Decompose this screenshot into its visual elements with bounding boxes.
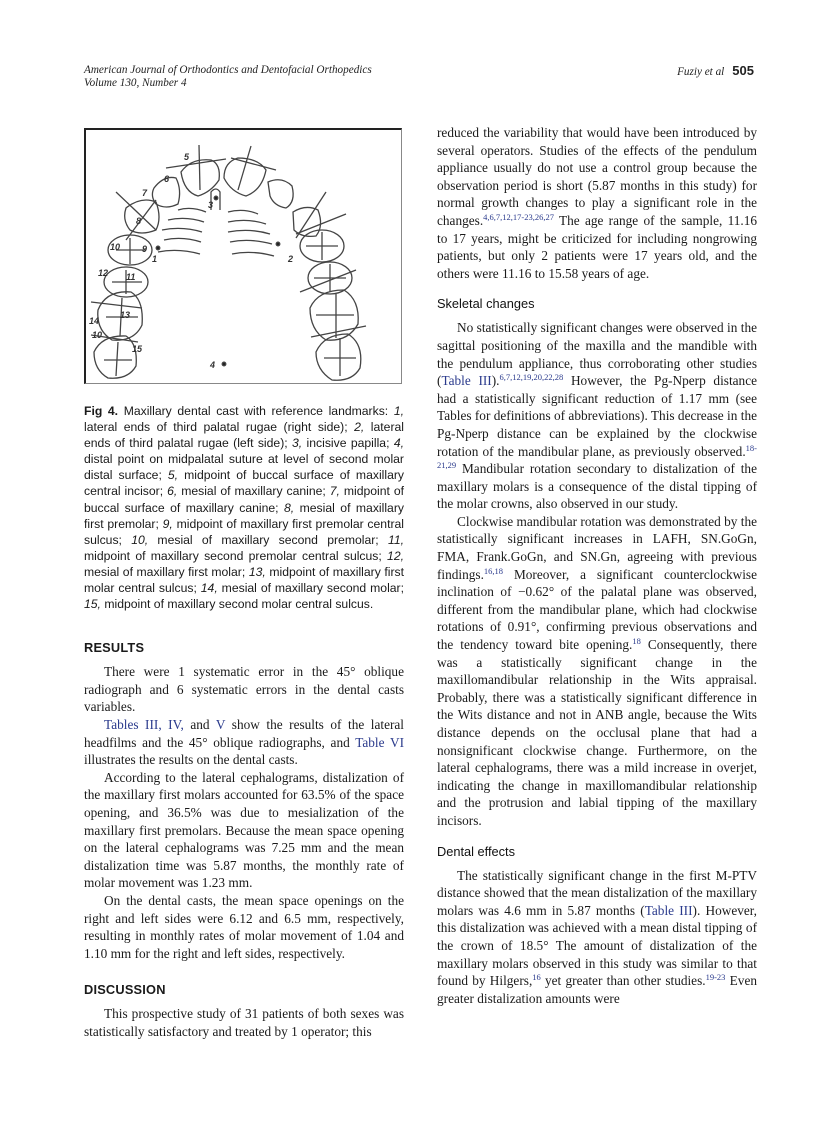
caption-intro: Maxillary dental cast with reference landmarks: bbox=[123, 404, 389, 418]
citation-ref[interactable]: 19-23 bbox=[705, 972, 726, 983]
svg-text:8: 8 bbox=[136, 216, 142, 226]
svg-text:6: 6 bbox=[164, 174, 170, 184]
svg-text:2: 2 bbox=[288, 254, 294, 264]
link-table-iii[interactable]: Table III bbox=[644, 902, 693, 918]
discussion-paragraph-1: This prospective study of 31 patients of both sexes was statistically satisfactory and treated by 1 operator; this bbox=[84, 1006, 404, 1039]
svg-text:10: 10 bbox=[92, 330, 103, 340]
page-number: 505 bbox=[732, 63, 754, 78]
results-heading: RESULTS bbox=[84, 640, 145, 656]
results-paragraph-4: On the dental casts, the mean space openings on the right and left sides were 6.12 and 6.5 mm, respectively, resulting in monthly rates of molar movement of 1.04 and 1.10 mm for the right and left sides, respectively. bbox=[84, 892, 404, 961]
right-column bbox=[437, 124, 757, 1007]
citation-ref[interactable]: 18 bbox=[632, 636, 641, 647]
link-tables-iii-iv[interactable]: Tables III, IV, bbox=[104, 717, 184, 732]
dental-effects-heading: Dental effects bbox=[437, 843, 516, 859]
left-column bbox=[84, 124, 404, 1041]
svg-text:12: 12 bbox=[98, 268, 109, 278]
citation-ref[interactable]: 4,6,7,12,17-23,26,27 bbox=[483, 211, 554, 222]
link-table-iii[interactable]: Table III bbox=[441, 373, 492, 389]
svg-text:1: 1 bbox=[152, 254, 158, 264]
svg-text:15: 15 bbox=[132, 344, 143, 354]
running-header bbox=[84, 64, 754, 90]
link-table-vi[interactable]: Table VI bbox=[355, 734, 404, 750]
svg-text:11: 11 bbox=[126, 272, 136, 282]
citation-ref[interactable]: 16,18 bbox=[483, 565, 504, 576]
skeletal-paragraph-2: Clockwise mandibular rotation was demonstrated by the statistically significant increases in LAFH, SN.GoGn, FMA, Frank.GoGn, and SN.Gn, agreeing with previous findings.$^{16,18}$ Moreover, a significant counterclockwise inclination of −0.62° of the palatal plane was observed, different from the mandibular plane, which had clockwise rotations of 0.91°, confirming previous observations and the tendency toward bite opening.$^{18}$ Consequently, there was a statistically significant change in the maxillomandibular relationship in the Wits appraisal. Probably, there was a statistically significant difference in the Wits distance and not in ANB angle, because the Wits distance depends on the occlusal plane that had a nonsignificant clockwise change. Furthermore, on the lateral cephalograms, there was a mild increase in overjet, indicating the change in maxillomandibular relationship and the protrusion and labial tipping of the maxillary incisors. bbox=[437, 513, 757, 828]
svg-text:9: 9 bbox=[142, 244, 148, 254]
citation-ref[interactable]: 6,7,12,19,20,22,28 bbox=[499, 372, 564, 383]
svg-text:3: 3 bbox=[208, 200, 214, 210]
discussion-heading: DISCUSSION bbox=[84, 982, 166, 998]
citation-ref[interactable]: 18-21,29 bbox=[437, 442, 757, 471]
discussion-paragraph-1-continued: reduced the variability that would have been introduced by several operators. Studies of the effects of the pendulum appliance usually do not use a control group because the observation period is short (5.87 months in this study) for normal growth changes to play a significant role in the changes.$^{4,6,7,12,17-23,26,27}$ The age range of the sample, 11.16 to 17 years, might be criticized for including nongrowing patients, but only 2 patients were 17 years old, and the others were 11.16 to 15.58 years of age. bbox=[437, 125, 757, 281]
figure-caption: Fig 4. Maxillary dental cast with reference landmarks: 1, lateral ends of third palatal rugae (right side); 2, lateral ends of third palatal rugae (left side); 3, incisive papilla; 4, distal point on midpalatal suture at level of second molar distal surface; 5, midpoint of buccal surface of maxillary central incisor; 6, mesial of maxillary canine; 7, midpoint of buccal surface of maxillary canine; 8, mesial of maxillary first premolar; 9, midpoint of maxillary first premolar central sulcus; 10, mesial of maxillary second premolar; 11, midpoint of maxillary second premolar central sulcus; 12, mesial of maxillary first molar; 13, midpoint of maxillary first molar central sulcus; 14, mesial of maxillary second molar; 15, midpoint of maxillary second molar central sulcus. bbox=[84, 404, 405, 612]
link-table-v[interactable]: V bbox=[215, 717, 226, 732]
figure-label: Fig 4. bbox=[84, 404, 119, 418]
results-paragraph-3: According to the lateral cephalograms, distalization of the maxillary first molars accounted for 63.5% of the space opening, and 36.5% was due to mesialization of the maxillary first premolars. Because the mean space opening on the lateral cephalograms was 7.25 mm and the mean distalization time was 5.87 months, the monthly rate of molar movement was 1.23 mm. bbox=[84, 769, 404, 891]
journal-volume: Volume 130, Number 4 bbox=[84, 77, 187, 89]
svg-text:4: 4 bbox=[210, 360, 216, 370]
dental-paragraph-1: The statistically significant change in the first M-PTV distance showed that the mean distalization of the maxillary molars was 4.6 mm in 5.87 months (Table III). However, this distalization was achieved with a mean distal tipping of the crown of 18.5° The amount of distalization of the maxillary molars observed in this study was similar to that found by Hilgers,$^{16}$ yet greater than other studies.$^{19-23}$ Even greater distalization amounts were bbox=[437, 867, 757, 1006]
landmark-label: 5 bbox=[184, 152, 190, 162]
skeletal-paragraph-1: No statistically significant changes were observed in the sagittal positioning of the maxilla and the mandible with the pendulum appliance, thus corroborating other studies (Table III).$^{6,7,12,19,20,22,28}$ However, the Pg-Nperp distance had a statistically significant reduction of 1.17 mm (see Tables for definitions of abbreviations). This decrease in the Pg-Nperp distance can be explained by the clockwise rotation of the mandibular plane, as previously observed.$^{18-21,29}$ Mandibular rotation secondary to distalization of the maxillary molars is a consequence of the distal tipping of the molar crowns, also observed in our study. bbox=[437, 320, 757, 512]
header-right bbox=[677, 64, 754, 79]
skeletal-changes-heading: Skeletal changes bbox=[437, 296, 535, 312]
svg-text:7: 7 bbox=[142, 188, 148, 198]
author-line: Fuziy et al bbox=[677, 66, 725, 78]
svg-text:10: 10 bbox=[110, 242, 121, 252]
citation-ref[interactable]: 16 bbox=[532, 972, 541, 983]
journal-title: American Journal of Orthodontics and Dentofacial Orthopedics bbox=[84, 64, 372, 76]
figure-4-image bbox=[84, 128, 402, 384]
svg-text:13: 13 bbox=[120, 310, 131, 320]
results-paragraph-1: There were 1 systematic error in the 45° oblique radiograph and 6 systematic errors in the dental casts variables. bbox=[84, 664, 404, 715]
dental-arch-diagram bbox=[86, 130, 402, 384]
results-paragraph-2: Tables III, IV, and V show the results of the lateral headfilms and the 45° oblique radiographs, and Table VI illustrates the results on the dental casts. bbox=[84, 717, 404, 768]
svg-text:14: 14 bbox=[89, 316, 100, 326]
